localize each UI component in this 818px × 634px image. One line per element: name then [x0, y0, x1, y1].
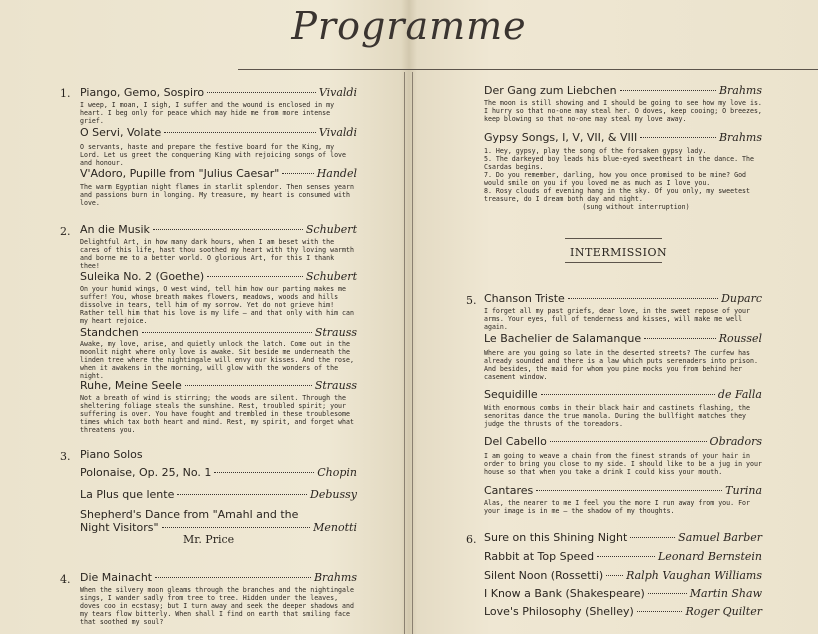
song-entry: [80, 270, 357, 283]
section-heading: Piano Solos: [80, 448, 143, 461]
song-title: O Servi, Volate: [80, 126, 162, 139]
song-title: Sure on this Shining Night: [484, 531, 628, 544]
fold-line-right: [412, 72, 413, 634]
group-number: 6.: [466, 533, 477, 546]
composer: Leonard Bernstein: [658, 550, 762, 563]
composer: de Falla: [717, 388, 762, 401]
group-number: 3.: [60, 450, 71, 463]
song-title: Ruhe, Meine Seele: [80, 379, 182, 392]
translation: Where are you going so late in the deserted streets? The curfew has already sounded and there is a law which puts serenaders into prison. And besides, the maid for whom you pine mocks you from behind her casement window.: [484, 349, 758, 381]
song-title: Night Visitors": [80, 521, 159, 534]
composer: Ralph Vaughan Williams: [626, 569, 762, 582]
composer: Strauss: [314, 326, 357, 339]
translation: The warm Egyptian night flames in starlit splendor. Then senses yearn and passions burn in longing. My treasure, my heart is consumed with love.: [80, 183, 354, 207]
song-entry: [484, 569, 762, 582]
composer: Strauss: [314, 379, 357, 392]
song-entry: [80, 326, 357, 339]
translation: I weep, I moan, I sigh, I suffer and the wound is enclosed in my heart. I beg only for peace which may hide me from more intense grief.: [80, 101, 335, 125]
song-title: Die Mainacht: [80, 571, 153, 584]
composer: Schubert: [305, 223, 357, 236]
translation: Delightful Art, in how many dark hours, when I am beset with the cares of this life, hast thou soothed my heart with thy loving warmth and borne me to a better world. O glorious Art, for this I thank thee!: [80, 238, 354, 270]
song-title: Chanson Triste: [484, 292, 565, 305]
composer: Debussy: [310, 488, 357, 501]
song-entry: [80, 571, 357, 584]
song-title: Gypsy Songs, I, V, VII, & VIII: [484, 131, 638, 144]
song-entry: [484, 531, 762, 544]
composer: Roger Quilter: [685, 605, 762, 618]
performance-note: (sung without interruption): [582, 203, 690, 211]
song-title: An die Musik: [80, 223, 150, 236]
song-entry: [80, 126, 357, 139]
song-title: Sequidille: [484, 388, 538, 401]
song-entry: [484, 84, 762, 97]
composer: Brahms: [718, 84, 762, 97]
song-title: Del Cabello: [484, 435, 547, 448]
composer: Brahms: [313, 571, 357, 584]
translation: Not a breath of wind is stirring; the woods are silent. Through the sheltering foliage steals the sunshine. Rest, troubled spirit; your suffering is over. You have fought and trembled in these troublesome times which tax both heart and mind. Rest, my spirit, and forget what threatens you.: [80, 394, 354, 434]
song-entry: [484, 292, 762, 305]
song-title: Der Gang zum Liebchen: [484, 84, 617, 97]
group-number: 2.: [60, 225, 71, 238]
song-entry: [484, 605, 762, 618]
song-entry: [484, 587, 762, 600]
song-entry: [80, 488, 357, 501]
translation: I am going to weave a chain from the finest strands of your hair in order to bring you close to my side. I should like to be a jug in your house so that when you take a drink I could kiss your mouth.: [484, 452, 762, 476]
composer: Handel: [316, 167, 357, 180]
song-entry: [484, 332, 762, 345]
group-number: 4.: [60, 573, 71, 586]
composer: Samuel Barber: [678, 531, 762, 544]
song-entry: [484, 388, 762, 401]
page-title: Programme: [291, 4, 527, 48]
song-entry: [80, 466, 357, 479]
composer: Obradors: [709, 435, 762, 448]
translation: I forget all my past griefs, dear love, in the sweet repose of your arms. Your eyes, full of tenderness and kisses, will make me well again.: [484, 307, 750, 331]
gypsy-song-item: 8. Rosy clouds of evening hang in the sky. Of you only, my sweetest treasure, do I dream both day and night.: [484, 187, 750, 203]
song-title: Piango, Gemo, Sospiro: [80, 86, 205, 99]
translation: O servants, haste and prepare the festive board for the King, my Lord. Let us greet the conquering King with rejoicing songs of love and honour.: [80, 143, 346, 167]
composer: Vivaldi: [318, 86, 357, 99]
translation: The moon is still showing and I should be going to see how my love is. I hurry so that no-one may steal her. O doves, keep cooing; O breezes, keep blowing so that no-one may steal my love away.: [484, 99, 762, 123]
song-entry: [484, 435, 762, 448]
song-title: Cantares: [484, 484, 534, 497]
song-entry: [484, 484, 762, 497]
song-entry: [80, 223, 357, 236]
gypsy-song-item: 5. The darkeyed boy leads his blue-eyed sweetheart in the dance. The Csardas begins.: [484, 155, 754, 171]
song-title: Rabbit at Top Speed: [484, 550, 595, 563]
gypsy-song-item: 1. Hey, gypsy, play the song of the forsaken gypsy lady.: [484, 147, 707, 155]
composer: Martin Shaw: [689, 587, 762, 600]
song-title-line: Shepherd's Dance from "Amahl and the: [80, 508, 299, 521]
translation: On your humid wings, O west wind, tell him how our parting makes me suffer! You, whose breath makes flowers, meadows, woods and hills dissolve in tears, tell him of my sorrow. Yet do not grieve him! Rather tell him that his love is my life — and that only with him can my heart rejoice.: [80, 285, 354, 325]
group-number: 5.: [466, 294, 477, 307]
song-title: La Plus que lente: [80, 488, 175, 501]
group-number: 1.: [60, 87, 71, 100]
song-entry: [484, 550, 762, 563]
song-title: Love's Philosophy (Shelley): [484, 605, 634, 618]
header-rule: [238, 69, 818, 70]
intermission-rule-top: [565, 238, 662, 239]
composer: Brahms: [718, 131, 762, 144]
intermission-rule-bottom: [565, 262, 662, 263]
composer: Chopin: [317, 466, 357, 479]
composer: Vivaldi: [318, 126, 357, 139]
song-title: Polonaise, Op. 25, No. 1: [80, 466, 212, 479]
gypsy-song-item: 7. Do you remember, darling, how you once promised to be mine? God would smile on you if you loved me as much as I love you.: [484, 171, 747, 187]
translation: Awake, my love, arise, and quietly unlock the latch. Come out in the moonlit night where only love is awake. Sit beside me underneath the linden tree where the nightingale will envy our kisses. And the rose, when it awakens in the morning, will glow with the wonders of the night.: [80, 340, 354, 380]
composer: Menotti: [313, 521, 357, 534]
song-title: V'Adoro, Pupille from "Julius Caesar": [80, 167, 280, 180]
song-title: Suleika No. 2 (Goethe): [80, 270, 205, 283]
song-entry: [80, 86, 357, 99]
song-entry: [80, 167, 357, 180]
composer: Roussel: [718, 332, 762, 345]
composer: Duparc: [721, 292, 762, 305]
performer: Mr. Price: [183, 533, 235, 546]
song-entry: [484, 131, 762, 144]
translation: Alas, the nearer to me I feel you the more I run away from you. For your image is in me — the shadow of my thoughts.: [484, 499, 750, 515]
composer: Schubert: [305, 270, 357, 283]
translation: When the silvery moon gleams through the branches and the nightingale sings, I wander sadly from tree to tree. Hidden under the leaves, doves coo in ecstasy; but I turn away and seek the deeper shadows and my tears flow bitterly. When shall I find on earth that smiling face that soothed my soul?: [80, 586, 354, 626]
fold-line-left: [404, 72, 405, 634]
translation: With enormous combs in their black hair and castinets flashing, the senoritas dance the true manola. During the bullfight matches they judge the thrusts of the toreadors.: [484, 404, 750, 428]
intermission-heading: INTERMISSION: [570, 246, 668, 259]
song-title: I Know a Bank (Shakespeare): [484, 587, 645, 600]
song-entry: [80, 379, 357, 392]
song-title: Le Bachelier de Salamanque: [484, 332, 642, 345]
composer: Turina: [725, 484, 762, 497]
song-title: Silent Noon (Rossetti): [484, 569, 604, 582]
song-title: Standchen: [80, 326, 139, 339]
